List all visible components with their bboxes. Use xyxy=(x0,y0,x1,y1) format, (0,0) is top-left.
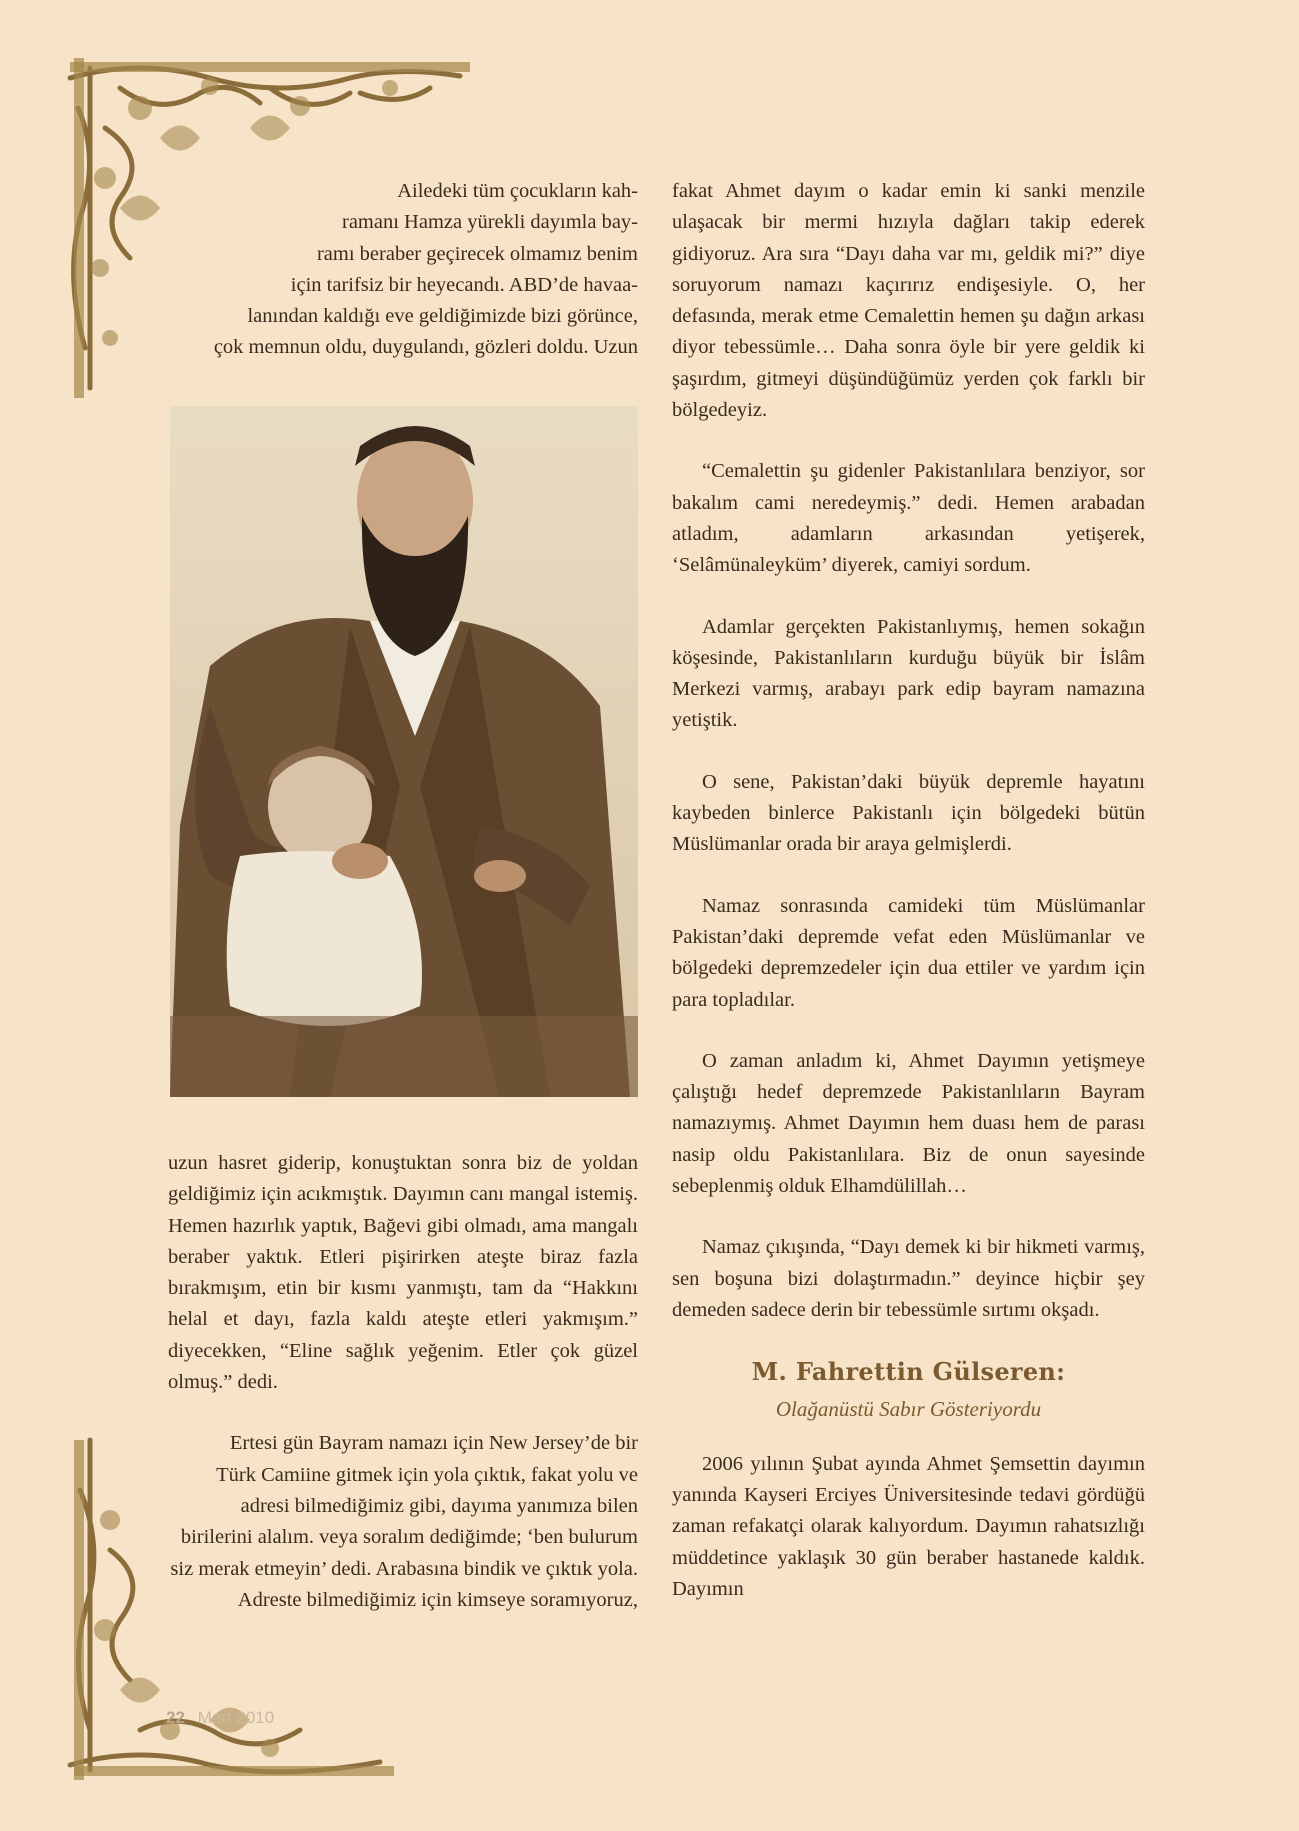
right-column xyxy=(672,176,1145,1635)
paragraph: O sene, Pakistan’daki büyük depremle hayatını kaybeden binlerce Pakistanlı için bölgedeki bütün Müslümanlar orada bir araya gelmişlerdi. xyxy=(672,770,1145,856)
paragraph: 2006 yılının Şubat ayında Ahmet Şemsettin dayımın yanında Kayseri Erciyes Üniversitesinde tedavi gördüğü zaman refakatçi olarak kalıyordum. Dayımın rahatsızlığı müddetince yaklaşık 30 gün beraber hastanede kaldık. Dayımın xyxy=(672,1452,1145,1600)
intro-line: için tarifsiz bir heyecandı. ABD’de havaa- xyxy=(290,273,638,296)
sepia-portrait-photo xyxy=(170,406,638,1097)
page-footer xyxy=(166,1708,274,1728)
paragraph: Ertesi gün Bayram namazı için New Jersey’de bir Türk Camiine gitmek için yola çıktık, fakat yolu ve adresi bilmediğimiz gibi, dayıma yanımıza bilen birilerini alalım. veya soralım dediğimde; ‘ben bulurum siz merak etmeyin’ dedi. Arabasına bindik ve çıktık yola. Adreste bilmediğimiz için kimseye soramıyoruz, xyxy=(170,1432,638,1611)
left-column-lower xyxy=(168,1148,638,1646)
section-subheading: Olağanüstü Sabır Gösteriyordu xyxy=(775,1396,1042,1421)
issue-date: Mart 2010 xyxy=(197,1708,275,1727)
paragraph: O zaman anladım ki, Ahmet Dayımın yetişmeye çalıştığı hedef depremzede Pakistanlıların Bayram namazıymış. Ahmet Dayımın hem duası hem de parası nasip oldu Pakistanlılara. Biz de onun sayesinde sebeplenmiş olduk Elhamdülillah… xyxy=(672,1049,1145,1198)
intro-line: çok memnun oldu, duygulandı, gözleri doldu. Uzun xyxy=(213,336,638,359)
intro-line: Ailedeki tüm çocukların kah- xyxy=(397,180,638,202)
paragraph: Adamlar gerçekten Pakistanlıymış, hemen sokağın köşesinde, Pakistanlıların kurduğu büyük bir İslâm Merkezi varmış, arabayı park edip bayram namazına yetiştik. xyxy=(672,615,1145,732)
intro-line: ramı beraber geçirecek olmamız benim xyxy=(316,242,638,265)
page-number: 22 xyxy=(166,1708,185,1727)
section-heading: M. Fahrettin Gülseren: xyxy=(751,1357,1066,1387)
paragraph: uzun hasret giderip, konuştuktan sonra biz de yoldan geldiğimiz için acıkmıştık. Dayımın canı mangal istemiş. Hemen hazırlık yaptık, Bağevi gibi olmadı, ama mangalı beraber yaktık. Etleri pişirirken ateşte biraz fazla bırakmışım, etin bir kısmı yanmıştı, tam da “Hakkını helal et dayı, fazla kaldı ateşte etleri yakmışım.” diyecekken, “Eline sağlık yeğenim. Etler çok güzel olmuş.” dedi. xyxy=(168,1152,638,1394)
left-column-intro xyxy=(168,176,638,364)
paragraph: fakat Ahmet dayım o kadar emin ki sanki menzile ulaşacak bir mermi hızıyla dağları takip ederek gidiyoruz. Ara sıra “Dayı daha var mı, geldik mi?” diye soruyorum namazı kaçırırız endişesiyle. O, her defasında, merak etme Cemalettin hemen şu dağın arkası diyor tebessümle… Daha sonra öyle bir yere geldik ki şaşırdım, gitmeyi düşündüğümüz yerden çok farklı bir bölgedeyiz. xyxy=(672,180,1145,422)
intro-line: lanından kaldığı eve geldiğimizde bizi görünce, xyxy=(247,305,638,328)
paragraph: Namaz çıkışında, “Dayı demek ki bir hikmeti varmış, sen boşuna bizi dolaştırmadın.” deyince hiçbir şey demeden sadece derin bir tebessümle sırtımı okşadı. xyxy=(672,1236,1145,1321)
intro-line: ramanı Hamza yürekli dayımla bay- xyxy=(342,211,638,234)
paragraph: Namaz sonrasında camideki tüm Müslümanlar Pakistan’daki depremde vefat eden Müslümanlar ve bölgedeki depremzedeler için dua ettiler ve yardım için para topladılar. xyxy=(672,894,1145,1011)
paragraph: “Cemalettin şu gidenler Pakistanlılara benziyor, sor bakalım cami neredeymiş.” dedi. Hemen arabadan atladım, adamların arkasından yetişerek, ‘Selâmünaleyküm’ diyerek, camiyi sordum. xyxy=(672,460,1145,577)
